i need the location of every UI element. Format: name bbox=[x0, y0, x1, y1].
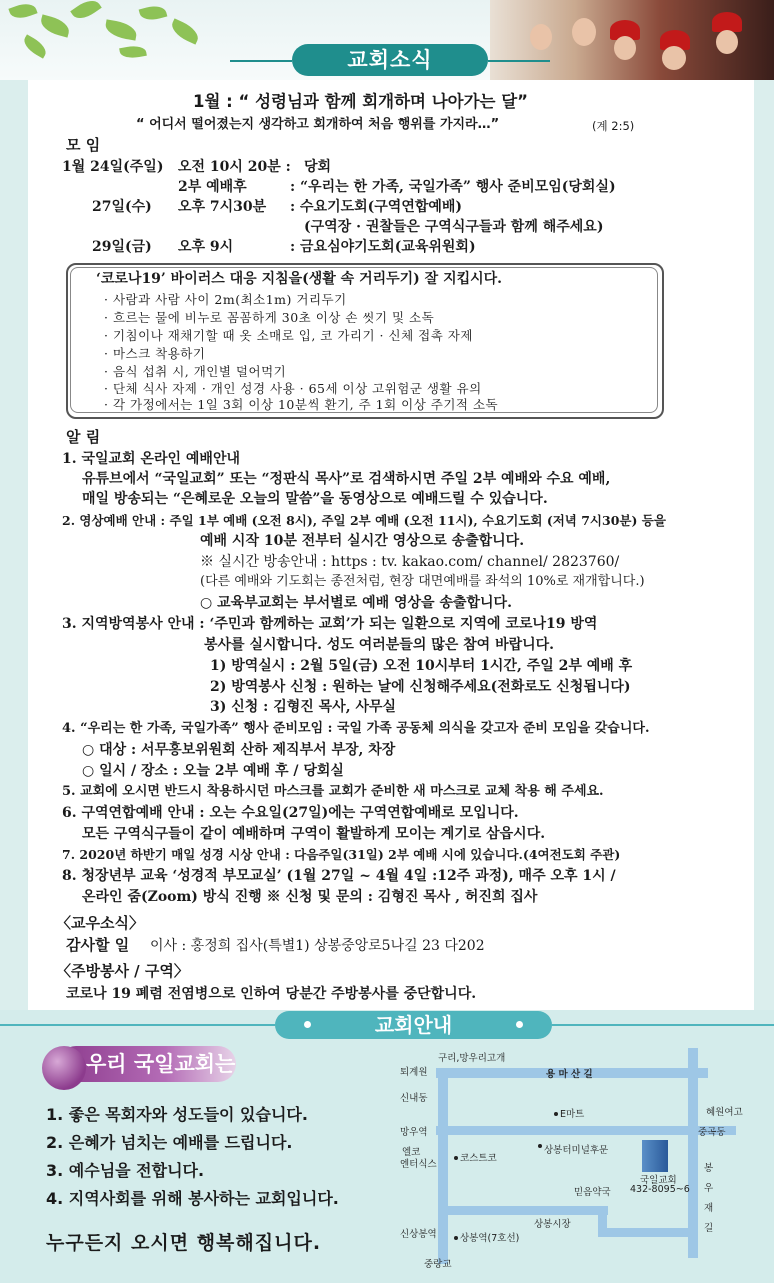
church-title-banner: 우리 국일교회는 bbox=[58, 1046, 236, 1082]
meeting-time: 2부 예배후 bbox=[178, 179, 247, 195]
notice-line: (다른 예배와 기도회는 종전처럼, 현장 대면예배를 좌석의 10%로 재개합니다.) bbox=[200, 574, 645, 589]
kitchen-text: 코로나 19 폐렴 전염병으로 인하여 당분간 주방봉사를 중단합니다. bbox=[66, 986, 477, 1002]
members-heading: 〈교우소식〉 bbox=[56, 914, 144, 932]
map-label: 퇴계원 bbox=[400, 1067, 428, 1078]
dot-decoration bbox=[516, 1021, 523, 1028]
meeting-desc: : “우리는 한 가족, 국일가족” 행사 준비모임(당회실) bbox=[290, 179, 616, 195]
church-building-icon bbox=[642, 1140, 668, 1172]
notice-line: 8. 청장년부 교육 ‘성경적 부모교실’ (1월 27일 ~ 4월 4일 :12주 과정), 매주 오후 1시 / bbox=[62, 868, 616, 884]
theme-verse-ref: (계 2:5) bbox=[592, 119, 635, 133]
title-line-left bbox=[230, 60, 292, 62]
map-label: 엔터식스 bbox=[400, 1159, 437, 1170]
map-label: 신내동 bbox=[400, 1093, 428, 1104]
costco-marker bbox=[454, 1156, 458, 1160]
church-point: 1. 좋은 목회자와 성도들이 있습니다. bbox=[46, 1105, 308, 1124]
terminal-marker bbox=[538, 1144, 542, 1148]
map-label: 봉 bbox=[704, 1163, 714, 1174]
meeting-time: 오후 9시 bbox=[178, 239, 234, 255]
map-label: 믿음약국 bbox=[574, 1187, 611, 1198]
notice-line: 온라인 줌(Zoom) 방식 진행 ※ 신청 및 문의 : 김형진 목사 , 허진희 집사 bbox=[82, 889, 538, 905]
section-title-info bbox=[275, 1011, 552, 1039]
map-label: 상봉시장 bbox=[534, 1219, 571, 1230]
road-lower bbox=[438, 1206, 608, 1215]
map-label: 구리,망우리고개 bbox=[438, 1053, 506, 1064]
members-label: 감사할 일 bbox=[66, 936, 130, 954]
map-label: 재 bbox=[704, 1203, 714, 1214]
purple-circle-decoration bbox=[42, 1046, 86, 1090]
map-label: 신상봉역 bbox=[400, 1229, 437, 1240]
notice-line: 봉사를 실시합니다. 성도 여러분들의 많은 참여 바랍니다. bbox=[204, 637, 555, 653]
covid-item: · 흐르는 물에 비누로 꼼꼼하게 30초 이상 손 씻기 및 소독 bbox=[104, 310, 435, 325]
section-title-news: 교회소식 bbox=[292, 44, 488, 76]
map-label: E마트 bbox=[560, 1109, 585, 1120]
meeting-desc: : 금요심야기도회(교육위원회) bbox=[290, 239, 476, 255]
notice-line: 4. “우리는 한 가족, 국일가족” 행사 준비모임 : 국일 가족 공동체 의식을 갖고자 준비 모임을 갖습니다. bbox=[62, 721, 650, 736]
map-label: 용 마 산 길 bbox=[546, 1069, 593, 1080]
map-label: 중곡동 bbox=[698, 1127, 726, 1138]
notice-line: 예배 시작 10분 전부터 실시간 영상으로 송출합니다. bbox=[200, 533, 525, 549]
road-mangu bbox=[436, 1126, 736, 1135]
notice-line: 모든 구역식구들이 같이 예배하며 구역이 활발하게 모이는 계기로 삼읍시다. bbox=[82, 826, 546, 842]
map-label: 망우역 bbox=[400, 1127, 428, 1138]
covid-box-title: ‘코로나19’ 바이러스 대응 지침을(생활 속 거리두기) 잘 지킵시다. bbox=[96, 271, 503, 287]
road-step2 bbox=[598, 1228, 698, 1237]
meeting-date: 27일(수) bbox=[92, 199, 152, 215]
covid-item: · 마스크 착용하기 bbox=[104, 346, 206, 361]
meeting-desc: : 수요기도회(구역연합예배) bbox=[290, 199, 463, 215]
covid-item: · 음식 섭취 시, 개인별 덜어먹기 bbox=[104, 364, 287, 379]
notice-line: 5. 교회에 오시면 반드시 착용하시던 마스크를 교회가 준비한 새 마스크로 교체 착용 해 주세요. bbox=[62, 784, 604, 799]
side-border-right bbox=[754, 80, 774, 1010]
notice-line: 유튜브에서 “국일교회” 또는 “정판식 목사”로 검색하시면 주일 2부 예배와 수요 예배, bbox=[82, 471, 611, 487]
map-label: 432-8095~6 bbox=[630, 1184, 690, 1195]
meetings-heading: 모 임 bbox=[66, 136, 101, 154]
church-point: 2. 은혜가 넘치는 예배를 드립니다. bbox=[46, 1133, 293, 1152]
map-label: 상봉역(7호선) bbox=[460, 1233, 520, 1244]
meeting-time: 오후 7시30분 bbox=[178, 199, 267, 215]
covid-item: · 각 가정에서는 1일 3회 이상 10분씩 환기, 주 1회 이상 주기적 소독 bbox=[104, 397, 499, 412]
info-line-left bbox=[0, 1024, 275, 1026]
map-label: 상봉터미널후문 bbox=[544, 1145, 609, 1156]
map-label: 길 bbox=[704, 1223, 714, 1234]
notice-line: ○ 일시 / 장소 : 오늘 2부 예배 후 / 당회실 bbox=[82, 763, 344, 779]
covid-item: · 사람과 사람 사이 2m(최소1m) 거리두기 bbox=[104, 292, 347, 307]
church-location-map bbox=[398, 1042, 774, 1272]
covid-item: · 기침이나 재채기할 때 옷 소매로 입, 코 가리기 · 신체 접촉 자제 bbox=[104, 328, 473, 343]
theme-verse: “ 어디서 떨어졌는지 생각하고 회개하여 처음 행위를 가지라…” bbox=[136, 117, 500, 132]
notice-line: 6. 구역연합예배 안내 : 오는 수요일(27일)에는 구역연합예배로 모입니다. bbox=[62, 805, 519, 821]
notice-line: 7. 2020년 하반기 매일 성경 시상 안내 : 다음주일(31일) 2부 예배 시에 있습니다.(4여전도회 주관) bbox=[62, 847, 621, 862]
church-point: 3. 예수님을 전합니다. bbox=[46, 1161, 205, 1180]
map-label: 엘코 bbox=[402, 1147, 421, 1158]
map-label: 혜원여고 bbox=[706, 1107, 743, 1118]
notices-heading: 알 림 bbox=[66, 428, 101, 446]
meeting-date: 29일(금) bbox=[92, 239, 152, 255]
meeting-desc: 당회 bbox=[304, 159, 332, 175]
road-left bbox=[438, 1068, 448, 1264]
map-label: 국일교회 bbox=[640, 1175, 677, 1186]
emart-marker bbox=[554, 1112, 558, 1116]
meeting-date: 1월 24일(주일) bbox=[62, 159, 164, 175]
notice-line: 3. 지역방역봉사 안내 : ‘주민과 함께하는 교회’가 되는 일환으로 지역에 코로나19 방역 bbox=[62, 616, 598, 632]
station-marker bbox=[454, 1236, 458, 1240]
side-border-left bbox=[0, 80, 28, 1010]
dot-decoration bbox=[304, 1021, 311, 1028]
notice-line: 매일 방송되는 “은혜로운 오늘의 말씀”을 동영상으로 예배드릴 수 있습니다. bbox=[82, 491, 548, 507]
church-closing: 누구든지 오시면 행복해집니다. bbox=[46, 1232, 322, 1254]
notice-line: 2. 영상예배 안내 : 주일 1부 예배 (오전 8시), 주일 2부 예배 (오전 11시), 수요기도회 (저녁 7시30분) 등을 bbox=[62, 513, 666, 528]
title-line-right bbox=[488, 60, 550, 62]
notice-line: ○ 교육부교회는 부서별로 예배 영상을 송출합니다. bbox=[200, 595, 512, 611]
kitchen-heading: 〈주방봉사 / 구역〉 bbox=[56, 962, 189, 980]
covid-item: · 단체 식사 자제 · 개인 성경 사용 · 65세 이상 고위험군 생활 유의 bbox=[104, 381, 482, 396]
notice-line: 2) 방역봉사 신청 : 원하는 날에 신청해주세요(전화로도 신청됩니다) bbox=[210, 679, 631, 695]
meeting-time: 오전 10시 20분 : bbox=[178, 159, 291, 175]
notice-line: 1. 국일교회 온라인 예배안내 bbox=[62, 451, 241, 467]
map-label: 중랑교 bbox=[424, 1259, 452, 1270]
notice-line: ※ 실시간 방송안내 : https : tv. kakao.com/ channel/ 2823760/ bbox=[200, 554, 620, 570]
info-line-right bbox=[552, 1024, 774, 1026]
map-label: 우 bbox=[704, 1183, 714, 1194]
notice-line: 1) 방역실시 : 2월 5일(금) 오전 10시부터 1시간, 주일 2부 예배 후 bbox=[210, 658, 633, 674]
choir-photo bbox=[490, 0, 774, 80]
notice-line: ○ 대상 : 서무홍보위원회 산하 제직부서 부장, 차장 bbox=[82, 742, 396, 758]
members-text: 이사 : 홍정희 집사(특별1) 상봉중앙로5나길 23 다202 bbox=[150, 938, 485, 954]
notice-line: 3) 신청 : 김형진 목사, 사무실 bbox=[210, 699, 397, 715]
month-theme: 1월 : “ 성령님과 함께 회개하며 나아가는 달” bbox=[193, 92, 529, 111]
road-bongujae bbox=[688, 1048, 698, 1258]
church-point: 4. 지역사회를 위해 봉사하는 교회입니다. bbox=[46, 1189, 339, 1208]
map-label: 코스트코 bbox=[460, 1153, 497, 1164]
meeting-desc: (구역장 · 권찰들은 구역식구들과 함께 해주세요) bbox=[304, 219, 604, 235]
section-title-info-text: 교회안내 bbox=[374, 1013, 453, 1037]
